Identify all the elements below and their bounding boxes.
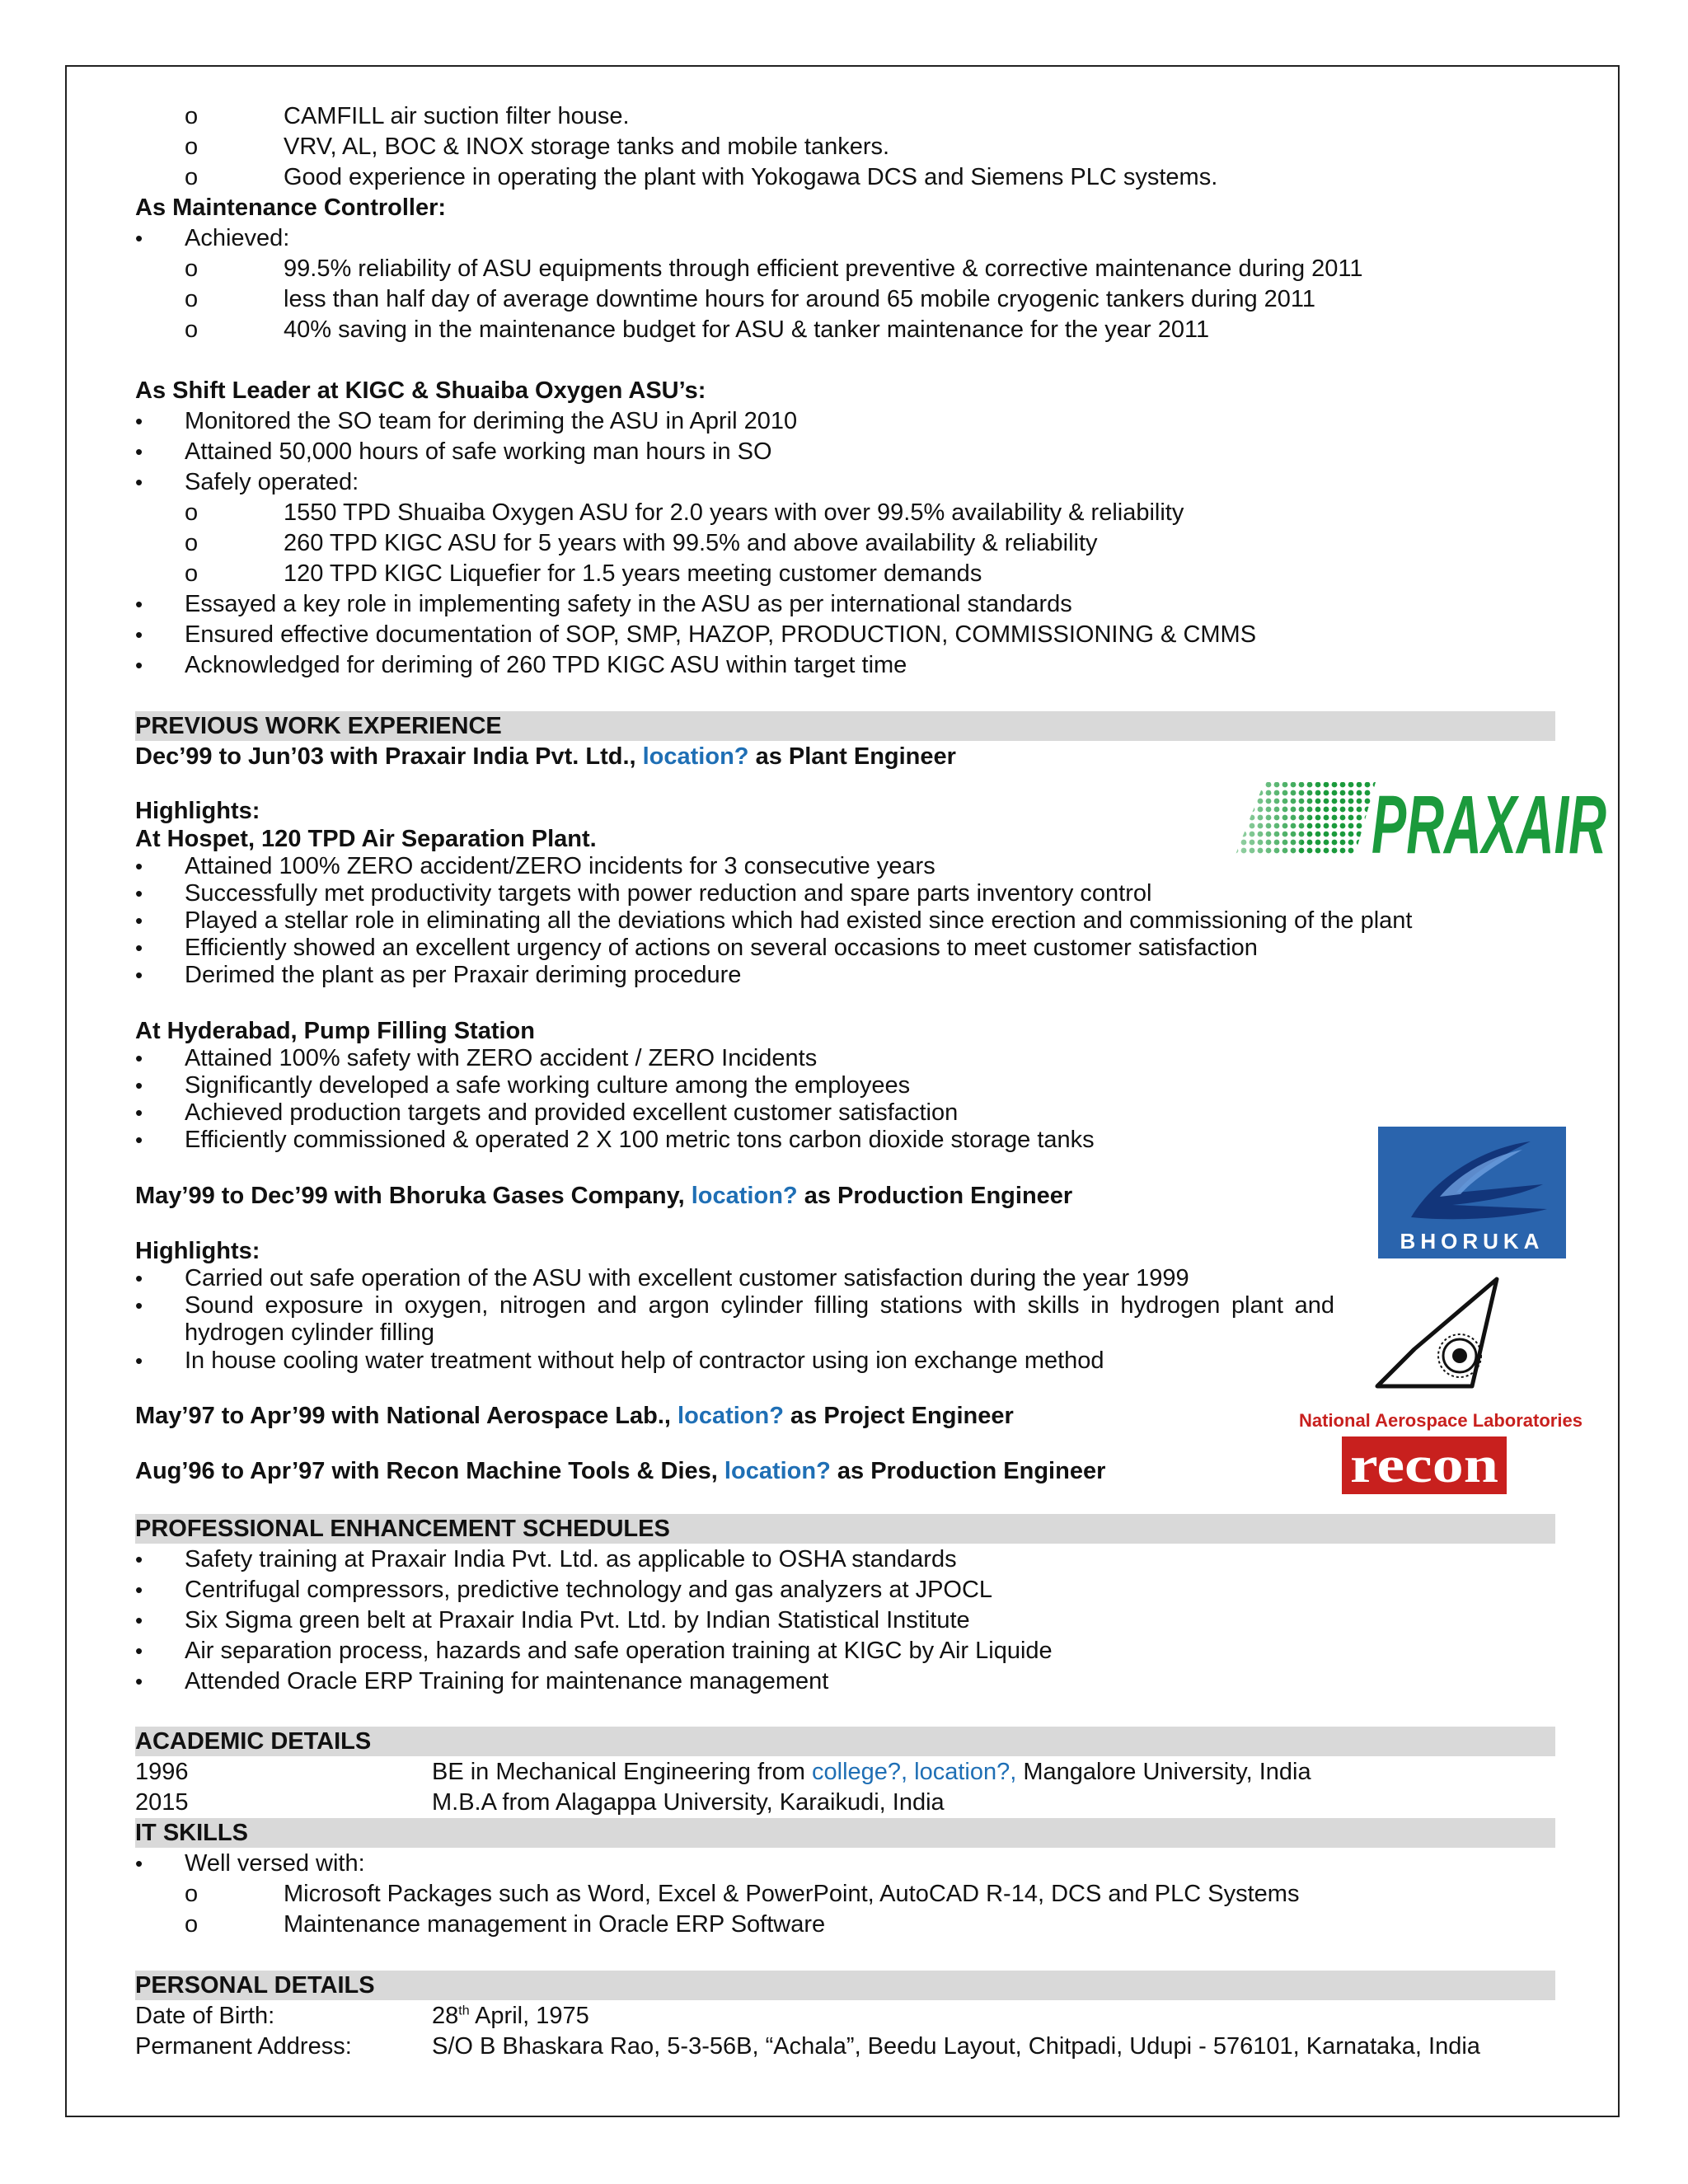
section-header-personal: PERSONAL DETAILS (135, 1971, 1555, 2000)
dob-label: Date of Birth: (135, 2003, 275, 2029)
nal-emblem (1373, 1275, 1538, 1390)
sub-marker: o (185, 164, 199, 190)
sub-marker: o (185, 286, 199, 312)
list-item: Played a stellar role in eliminating all the deviations which had existed since erection and commissioning of the plant (185, 907, 1413, 934)
list-item: Attained 50,000 hours of safe working man hours in SO (185, 438, 772, 465)
list-item: Achieved production targets and provided excellent customer satisfaction (185, 1099, 959, 1126)
list-item: less than half day of average downtime hours for around 65 mobile cryogenic tankers during 2011 (284, 286, 1316, 312)
bullet-marker: • (135, 1669, 143, 1694)
list-item: Monitored the SO team for deriming the ASU in April 2010 (185, 408, 798, 434)
list-item: Six Sigma green belt at Praxair India Pvt. Ltd. by Indian Statistical Institute (185, 1607, 970, 1633)
section-header-academic: ACADEMIC DETAILS (135, 1727, 1555, 1756)
bullet-marker: • (135, 226, 143, 251)
bullet-marker: • (135, 592, 143, 616)
bullet-marker: • (135, 854, 143, 879)
list-item: Attained 100% safety with ZERO accident / ZERO Incidents (185, 1045, 818, 1071)
college-placeholder: college?, location?, (812, 1759, 1017, 1785)
list-item: Air separation process, hazards and safe operation training at KIGC by Air Liquide (185, 1638, 1053, 1664)
list-item: Derimed the plant as per Praxair deriming procedure (185, 962, 742, 988)
sub-marker: o (185, 103, 199, 129)
list-item: 120 TPD KIGC Liquefier for 1.5 years meeting customer demands (284, 560, 982, 587)
bhoruka-swoosh (1378, 1127, 1566, 1258)
list-item: Good experience in operating the plant with Yokogawa DCS and Siemens PLC systems. (284, 164, 1218, 190)
list-item: Carried out safe operation of the ASU with excellent customer satisfaction during the year 1999 (185, 1265, 1189, 1291)
list-item: Attended Oracle ERP Training for maintenance management (185, 1668, 829, 1694)
job-title-recon: Aug’96 to Apr’97 with Recon Machine Tools & Dies, location? as Production Engineer (135, 1458, 1106, 1484)
bullet-marker: • (135, 1348, 143, 1373)
nal-wordmark: National Aerospace Laboratories (1299, 1410, 1582, 1431)
recon-wordmark-svg (1342, 1436, 1507, 1494)
list-item: Centrifugal compressors, predictive technology and gas analyzers at JPOCL (185, 1577, 993, 1603)
location-placeholder: location? (678, 1403, 784, 1429)
location-placeholder: location? (691, 1183, 798, 1209)
bullet-marker: • (135, 409, 143, 434)
list-item: Sound exposure in oxygen, nitrogen and argon cylinder filling stations with skills in hydrogen plant and hydrogen cylinder filling (185, 1292, 1334, 1346)
list-item: Achieved: (185, 225, 290, 251)
recon-wordmark: recon (1350, 1437, 1498, 1493)
list-item: Efficiently commissioned & operated 2 X 100 metric tons carbon dioxide storage tanks (185, 1127, 1095, 1153)
site-heading-hospet: At Hospet, 120 TPD Air Separation Plant. (135, 826, 597, 852)
job-title-praxair: Dec’99 to Jun’03 with Praxair India Pvt. Ltd., location? as Plant Engineer (135, 743, 956, 770)
bullet-marker: • (135, 1547, 143, 1572)
list-item: Attained 100% ZERO accident/ZERO incidents for 3 consecutive years (185, 853, 935, 879)
sub-marker: o (185, 1911, 199, 1938)
bullet-marker: • (135, 963, 143, 987)
list-item: CAMFILL air suction filter house. (284, 103, 630, 129)
bullet-marker: • (135, 1127, 143, 1152)
bhoruka-logo (1378, 1127, 1566, 1258)
location-placeholder: location? (724, 1458, 831, 1484)
bullet-marker: • (135, 1577, 143, 1602)
sub-marker: o (185, 499, 199, 526)
section-header-it-skills: IT SKILLS (135, 1818, 1555, 1848)
job-title-nal: May’97 to Apr’99 with National Aerospace Lab., location? as Project Engineer (135, 1403, 1014, 1429)
highlights-label: Highlights: (135, 798, 260, 824)
bullet-marker: • (135, 1266, 143, 1291)
bullet-marker: • (135, 1073, 143, 1098)
resume-page (65, 65, 1620, 2117)
section-header-previous-work: PREVIOUS WORK EXPERIENCE (135, 711, 1555, 741)
list-item: Successfully met productivity targets with power reduction and spare parts inventory control (185, 880, 1152, 907)
list-item: 40% saving in the maintenance budget for ASU & tanker maintenance for the year 2011 (284, 316, 1210, 343)
site-heading-hyderabad: At Hyderabad, Pump Filling Station (135, 1018, 535, 1044)
list-item: 99.5% reliability of ASU equipments through efficient preventive & corrective maintenance during 2011 (284, 255, 1363, 282)
recon-logo (1342, 1436, 1507, 1494)
list-item: VRV, AL, BOC & INOX storage tanks and mobile tankers. (284, 134, 890, 160)
bullet-marker: • (135, 881, 143, 906)
list-item: Acknowledged for deriming of 260 TPD KIGC ASU within target time (185, 652, 907, 678)
section-subheading: As Shift Leader at KIGC & Shuaiba Oxygen ASU’s: (135, 377, 706, 404)
list-item: 1550 TPD Shuaiba Oxygen ASU for 2.0 years with over 99.5% availability & reliability (284, 499, 1184, 526)
address-value: S/O B Bhaskara Rao, 5-3-56B, “Achala”, Beedu Layout, Chitpadi, Udupi - 576101, Karnataka, India (432, 2033, 1480, 2060)
dob-value: 28th April, 1975 (432, 2003, 589, 2029)
sub-marker: o (185, 560, 199, 587)
list-item: 260 TPD KIGC ASU for 5 years with 99.5% and above availability & reliability (284, 530, 1098, 556)
bullet-marker: • (135, 1638, 143, 1663)
sub-marker: o (185, 255, 199, 282)
academic-year: 2015 (135, 1789, 189, 1816)
bullet-marker: • (135, 653, 143, 677)
academic-degree: BE in Mechanical Engineering from college?, location?, Mangalore University, India (432, 1759, 1311, 1785)
list-item: Microsoft Packages such as Word, Excel & PowerPoint, AutoCAD R-14, DCS and PLC Systems (284, 1881, 1300, 1907)
section-header-professional-enhancement: PROFESSIONAL ENHANCEMENT SCHEDULES (135, 1514, 1555, 1544)
list-item: Maintenance management in Oracle ERP Software (284, 1911, 826, 1938)
section-subheading: As Maintenance Controller: (135, 194, 447, 221)
bullet-marker: • (135, 1608, 143, 1633)
praxair-dot-pattern (1231, 772, 1611, 865)
list-item: Ensured effective documentation of SOP, SMP, HAZOP, PRODUCTION, COMMISSIONING & CMMS (185, 621, 1257, 648)
nal-tail-fin-icon (1373, 1275, 1538, 1390)
bullet-marker: • (135, 1851, 143, 1876)
list-item: Efficiently showed an excellent urgency of actions on several occasions to meet customer satisfaction (185, 935, 1258, 961)
list-item: Essayed a key role in implementing safety in the ASU as per international standards (185, 591, 1072, 617)
list-item: In house cooling water treatment without help of contractor using ion exchange method (185, 1347, 1104, 1374)
list-item: Safely operated: (185, 469, 359, 495)
list-item: Well versed with: (185, 1850, 365, 1877)
bullet-marker: • (135, 908, 143, 933)
list-item: Safety training at Praxair India Pvt. Ltd. as applicable to OSHA standards (185, 1546, 957, 1572)
highlights-label: Highlights: (135, 1238, 260, 1264)
address-label: Permanent Address: (135, 2033, 352, 2060)
bullet-marker: • (135, 1100, 143, 1125)
sub-marker: o (185, 316, 199, 343)
bullet-marker: • (135, 1046, 143, 1071)
academic-year: 1996 (135, 1759, 189, 1785)
sub-marker: o (185, 1881, 199, 1907)
bullet-marker: • (135, 470, 143, 494)
location-placeholder: location? (642, 743, 749, 770)
sub-marker: o (185, 530, 199, 556)
praxair-logo (1231, 772, 1611, 865)
praxair-wordmark: PRAXAIR (1372, 779, 1606, 865)
bullet-marker: • (135, 1293, 143, 1318)
list-item: Significantly developed a safe working culture among the employees (185, 1072, 911, 1099)
academic-degree: M.B.A from Alagappa University, Karaikudi, India (432, 1789, 945, 1816)
bullet-marker: • (135, 622, 143, 647)
job-title-bhoruka: May’99 to Dec’99 with Bhoruka Gases Company, location? as Production Engineer (135, 1183, 1073, 1209)
sub-marker: o (185, 134, 199, 160)
bhoruka-wordmark: BHORUKA (1400, 1229, 1545, 1254)
bullet-marker: • (135, 439, 143, 464)
bullet-marker: • (135, 935, 143, 960)
